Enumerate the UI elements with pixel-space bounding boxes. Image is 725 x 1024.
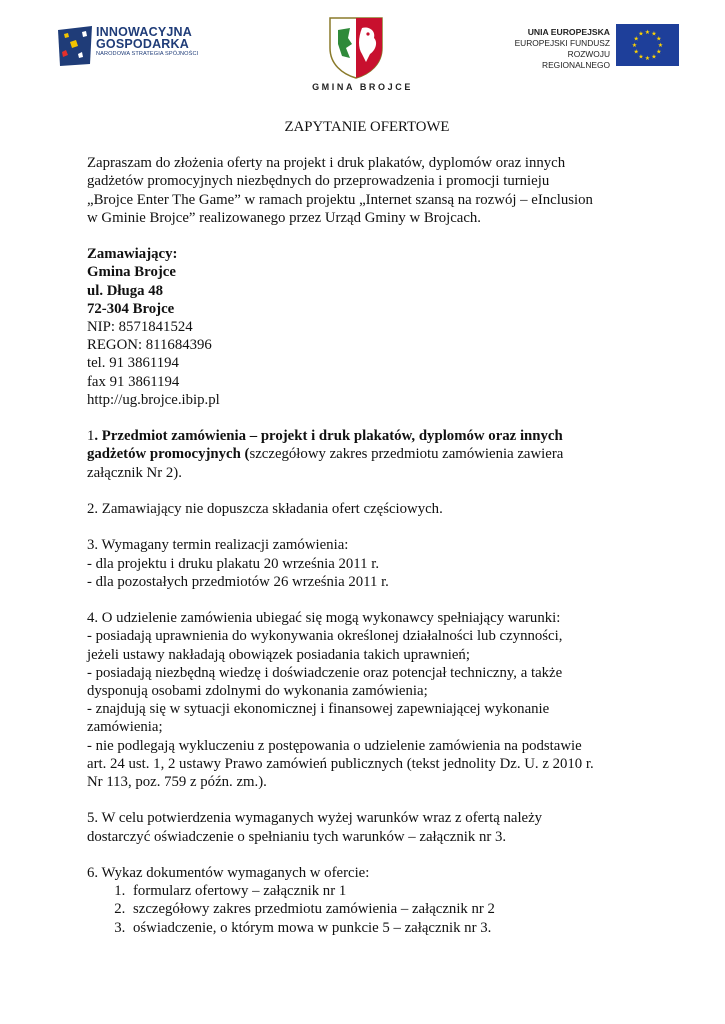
section-1-text: szczegółowy zakres przedmiotu zamówienia zawiera	[249, 446, 564, 463]
intro-line: Zapraszam do złożenia oferty na projekt i druk plakatów, dyplomów oraz innych	[87, 155, 566, 172]
section-4-line: 4. O udzielenie zamówienia ubiegać się mogą wykonawcy spełniający warunki:	[87, 610, 561, 627]
eu-star-icon: ★	[644, 29, 651, 36]
eu-star-icon: ★	[638, 30, 644, 38]
contractor-street: ul. Długa 48	[87, 282, 164, 299]
section-1-number: 1	[87, 428, 95, 445]
contractor-block	[87, 245, 647, 409]
section-5	[87, 809, 647, 845]
section-4-line: - znajdują się w sytuacji ekonomicznej i finansowej zapewniającej wykonanie	[87, 701, 550, 718]
eu-star-icon: ★	[644, 55, 651, 62]
eu-line2: EUROPEJSKI FUNDUSZ	[514, 38, 610, 48]
letterhead	[0, 0, 725, 100]
eu-star-icon: ★	[638, 53, 644, 61]
section-1-bold-2: gadżetów promocyjnych (	[87, 446, 250, 463]
contractor-label: Zamawiający:	[87, 246, 178, 263]
intro-line: gadżetów promocyjnych niezbędnych do przeprowadzenia i promocji turnieju	[87, 173, 550, 190]
intro-paragraph	[87, 154, 647, 227]
section-3-head: 3. Wymagany termin realizacji zamówienia:	[87, 537, 349, 554]
eu-star-icon: ★	[631, 42, 638, 49]
eu-star-icon: ★	[656, 35, 662, 43]
section-4-line: dysponują osobami zdolnymi do wykonania zamówienia;	[87, 683, 428, 700]
eu-flag-icon	[616, 24, 679, 66]
list-item: 1. formularz ofertowy – załącznik nr 1	[129, 882, 647, 900]
eu-star-icon: ★	[651, 53, 657, 61]
ig-line1: INNOWACYJNA	[96, 25, 192, 39]
innowacyjna-gospodarka-logo	[56, 24, 226, 68]
contractor-city: 72-304 Brojce	[87, 300, 175, 317]
section-1	[87, 427, 647, 482]
intro-line: w Gminie Brojce” realizowanego przez Urząd Gminy w Brojcach.	[87, 209, 482, 226]
intro-line: „Brojce Enter The Game” w ramach projektu „Internet szansą na rozwój – eInclusion	[87, 191, 593, 208]
contractor-name: Gmina Brojce	[87, 264, 176, 281]
section-2: 2. Zamawiający nie dopuszcza składania ofert częściowych.	[87, 501, 443, 518]
section-1-bold: . Przedmiot zamówienia – projekt i druk plakatów, dyplomów oraz innych	[94, 428, 563, 445]
document-body	[87, 118, 647, 937]
section-5-line: 5. W celu potwierdzenia wymaganych wyżej warunków wraz z ofertą należy	[87, 810, 543, 827]
section-3-item: - dla pozostałych przedmiotów 26 września 2011 r.	[87, 573, 389, 590]
ig-line2: GOSPODARKA	[96, 37, 189, 51]
eu-line3: ROZWOJU REGIONALNEGO	[542, 49, 610, 70]
section-4	[87, 609, 647, 791]
gmina-brojce-crest-icon	[326, 14, 386, 80]
section-4-line: - posiadają uprawnienia do wykonywania określonej działalności lub czynności,	[87, 628, 563, 645]
section-4-line: jeżeli ustawy nakładają obowiązek posiadania takich uprawnień;	[87, 646, 470, 663]
contractor-tel: tel. 91 3861194	[87, 355, 179, 372]
section-4-line: zamówienia;	[87, 719, 163, 736]
eu-text-block	[498, 27, 610, 71]
section-3	[87, 536, 647, 591]
ig-line3: NARODOWA STRATEGIA SPÓJNOŚCI	[96, 51, 199, 57]
document-title: ZAPYTANIE OFERTOWE	[284, 119, 450, 135]
contractor-website: http://ug.brojce.ibip.pl	[87, 391, 220, 408]
eu-star-icon: ★	[657, 42, 664, 49]
section-4-line: art. 24 ust. 1, 2 ustawy Prawo zamówień publicznych (tekst jednolity Dz. U. z 2010 r.	[87, 755, 594, 772]
gmina-caption: GMINA BROJCE	[312, 82, 413, 92]
eu-star-icon: ★	[656, 48, 662, 56]
contractor-regon: REGON: 811684396	[87, 337, 212, 354]
required-documents-list	[87, 882, 647, 937]
contractor-fax: fax 91 3861194	[87, 373, 180, 390]
section-5-line: dostarczyć oświadczenie o spełnianiu tych warunków – załącznik nr 3.	[87, 828, 507, 845]
list-item: 2. szczegółowy zakres przedmiotu zamówienia – załącznik nr 2	[129, 900, 647, 918]
eu-line1: UNIA EUROPEJSKA	[527, 27, 610, 37]
list-item: 3. oświadczenie, o którym mowa w punkcie 5 – załącznik nr 3.	[129, 919, 647, 937]
section-1-text-2: załącznik Nr 2).	[87, 464, 182, 481]
eu-star-icon: ★	[633, 35, 639, 43]
section-4-line: - posiadają niezbędną wiedzę i doświadczenie oraz potencjał techniczny, a także	[87, 664, 563, 681]
section-6-head: 6. Wykaz dokumentów wymaganych w ofercie:	[87, 865, 370, 882]
ig-flag-icon	[56, 24, 96, 68]
eu-star-icon: ★	[651, 30, 657, 38]
eu-star-icon: ★	[633, 48, 639, 56]
section-3-item: - dla projektu i druku plakatu 20 września 2011 r.	[87, 555, 380, 572]
section-4-line: - nie podlegają wykluczeniu z postępowania o udzielenie zamówienia na podstawie	[87, 737, 582, 754]
section-4-line: Nr 113, poz. 759 z późn. zm.).	[87, 774, 267, 791]
contractor-nip: NIP: 8571841524	[87, 319, 193, 336]
section-6	[87, 864, 647, 937]
